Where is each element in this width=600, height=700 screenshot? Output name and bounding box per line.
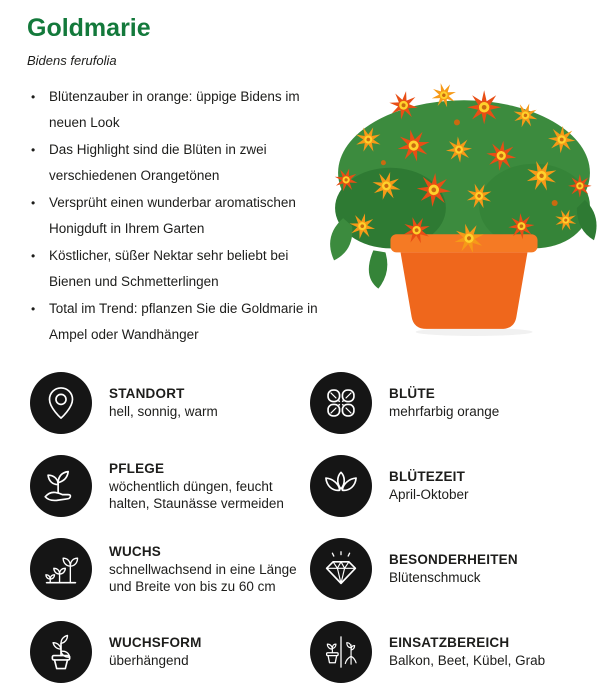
feature-value: Blütenschmuck	[389, 570, 481, 585]
feature-label: WUCHSFORM	[109, 635, 202, 650]
bullet-item: • Blütenzauber in orange: üppige Bidens im neuen Look	[28, 84, 320, 136]
feature-label: EINSATZBEREICH	[389, 635, 510, 650]
feature-badge	[310, 621, 372, 683]
feature-value: schnellwachsend in eine Länge und Breite von bis zu 60 cm	[109, 561, 297, 594]
feature-grid	[30, 372, 590, 683]
feature-value: hell, sonnig, warm	[109, 404, 218, 419]
feature-badge	[30, 621, 92, 683]
bullet-item: • Versprüht einen wunderbar aromatischen Honigduft in Ihrem Garten	[28, 190, 320, 242]
feature-label: STANDORT	[109, 386, 185, 401]
feature-value: wöchentlich düngen, feucht halten, Staunässe vermeiden	[109, 478, 284, 511]
growth-stages-icon	[38, 546, 84, 592]
page-title: Goldmarie	[27, 14, 151, 42]
feature-badge	[30, 538, 92, 600]
feature-label: BLÜTEZEIT	[389, 469, 466, 484]
feature-badge	[30, 372, 92, 434]
botanical-name: Bidens ferufolia	[27, 52, 117, 68]
feature-label: PFLEGE	[109, 460, 165, 476]
bullet-item: • Köstlicher, süßer Nektar sehr beliebt bei Bienen und Schmetterlingen	[28, 243, 320, 295]
bullet-item: • Das Highlight sind die Blüten in zwei verschiedenen Orangetönen	[28, 137, 320, 189]
flower-icon	[318, 380, 364, 426]
plant-illustration	[328, 66, 600, 340]
feature-value: Balkon, Beet, Kübel, Grab	[389, 653, 546, 668]
feature-badge	[310, 538, 372, 600]
feature-label: WUCHS	[109, 543, 161, 559]
feature-label: BESONDERHEITEN	[389, 552, 518, 567]
feature-label: BLÜTE	[389, 386, 435, 401]
feature-badge	[310, 455, 372, 517]
feature-pflege	[30, 455, 310, 517]
feature-wuchsform	[30, 621, 310, 683]
planting-areas-icon	[318, 629, 364, 675]
feature-value: überhängend	[109, 653, 189, 668]
product-header	[27, 15, 151, 68]
feature-badge	[310, 372, 372, 434]
feature-wuchs	[30, 538, 310, 600]
feature-bluetezeit	[310, 455, 590, 517]
hand-sprout-icon	[38, 463, 84, 509]
potted-plant-icon	[38, 629, 84, 675]
feature-bluete	[310, 372, 590, 434]
diamond-icon	[318, 546, 364, 592]
feature-besonderheiten	[310, 538, 590, 600]
feature-einsatzbereich	[310, 621, 590, 683]
feature-bullet-list	[28, 84, 320, 349]
product-image	[328, 66, 600, 340]
feature-badge	[30, 455, 92, 517]
feature-value: April-Oktober	[389, 487, 469, 502]
feature-value: mehrfarbig orange	[389, 404, 500, 419]
location-pin-icon	[38, 380, 84, 426]
lotus-icon	[318, 463, 364, 509]
feature-standort	[30, 372, 310, 434]
bullet-item: • Total im Trend: pflanzen Sie die Goldmarie in Ampel oder Wandhänger	[28, 296, 320, 348]
